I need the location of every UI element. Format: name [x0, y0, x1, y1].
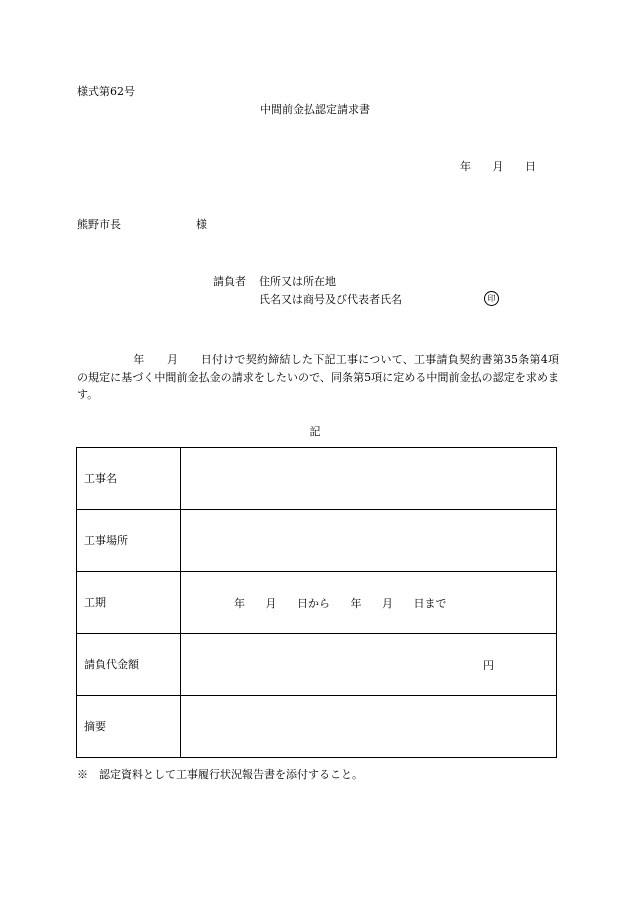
addressee-suffix: 様 [196, 218, 207, 231]
contractor-name-label: 氏名又は商号及び代表者氏名 [259, 293, 402, 306]
construction-name-field[interactable] [181, 448, 557, 510]
table-row [77, 448, 557, 510]
contractor-address-label: 住所又は所在地 [259, 275, 336, 288]
remarks-field[interactable] [181, 696, 557, 758]
yen-unit: 円 [483, 659, 494, 672]
addressee: 熊野市長 [77, 218, 121, 231]
row-label-construction-site: 工事場所 [77, 510, 181, 572]
detail-table [76, 447, 557, 758]
ki-heading: 記 [309, 425, 321, 438]
construction-site-field[interactable] [181, 510, 557, 572]
row-label-construction-name: 工事名 [77, 448, 181, 510]
footnote: ※ 認定資料として工事履行状況報告書を添付すること。 [77, 768, 363, 781]
construction-period-field[interactable] [181, 572, 557, 634]
period-text: 年 月 日から 年 月 日まで [234, 597, 447, 610]
contractor-role: 請負者 [213, 275, 246, 288]
request-body-text: 年 月 日付けで契約締結した下記工事について、工事請負契約書第35条第4項の規定に基づく中間前金払金の請求をしたいので、同条第5項に定める中間前金払の認定を求めます。 [77, 353, 559, 401]
document-title: 中間前金払認定請求書 [260, 103, 370, 116]
table-row [77, 634, 557, 696]
form-number: 様式第62号 [77, 85, 135, 98]
row-label-remarks: 摘要 [77, 696, 181, 758]
table-row [77, 572, 557, 634]
contract-amount-field[interactable] [181, 634, 557, 696]
seal-mark: 印 [484, 291, 499, 306]
table-row [77, 696, 557, 758]
date-line: 年 月 日 [460, 160, 536, 173]
row-label-period: 工期 [77, 572, 181, 634]
table-row [77, 510, 557, 572]
row-label-contract-amount: 請負代金額 [77, 634, 181, 696]
